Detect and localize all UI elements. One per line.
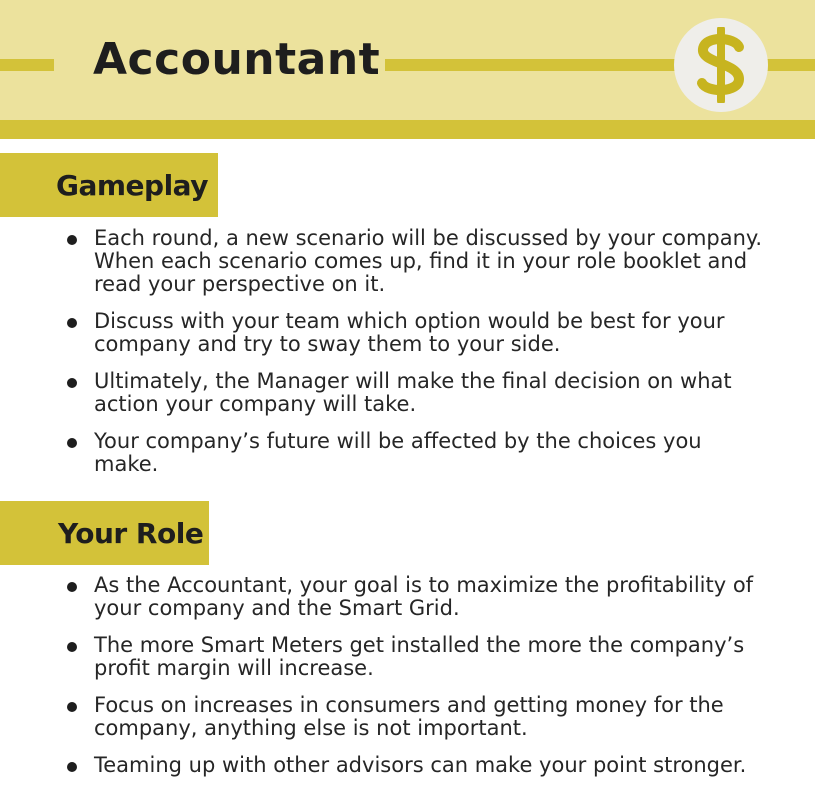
page-title: Accountant — [93, 34, 381, 85]
gameplay-list — [65, 227, 765, 490]
your-role-list — [65, 574, 765, 791]
list-item: Discuss with your team which option would be best for your company and try to sway them to your side. — [65, 310, 765, 356]
list-item: Focus on increases in consumers and getting money for the company, anything else is not important. — [65, 694, 765, 740]
list-item: Each round, a new scenario will be discussed by your company. When each scenario comes up, find it in your role booklet and read your perspective on it. — [65, 227, 765, 296]
header-accent-bar — [0, 120, 815, 139]
dollar-sign-icon — [691, 27, 751, 103]
list-item: Ultimately, the Manager will make the final decision on what action your company will take. — [65, 370, 765, 416]
list-item: Your company’s future will be affected by the choices you make. — [65, 430, 765, 476]
header-rule-left — [0, 59, 54, 71]
list-item: The more Smart Meters get installed the more the company’s profit margin will increase. — [65, 634, 765, 680]
list-item: As the Accountant, your goal is to maximize the profitability of your company and the Smart Grid. — [65, 574, 765, 620]
section-heading-your-role: Your Role — [0, 501, 209, 565]
section-heading-gameplay: Gameplay — [0, 153, 218, 217]
dollar-badge — [674, 18, 768, 112]
list-item: Teaming up with other advisors can make your point stronger. — [65, 754, 765, 777]
